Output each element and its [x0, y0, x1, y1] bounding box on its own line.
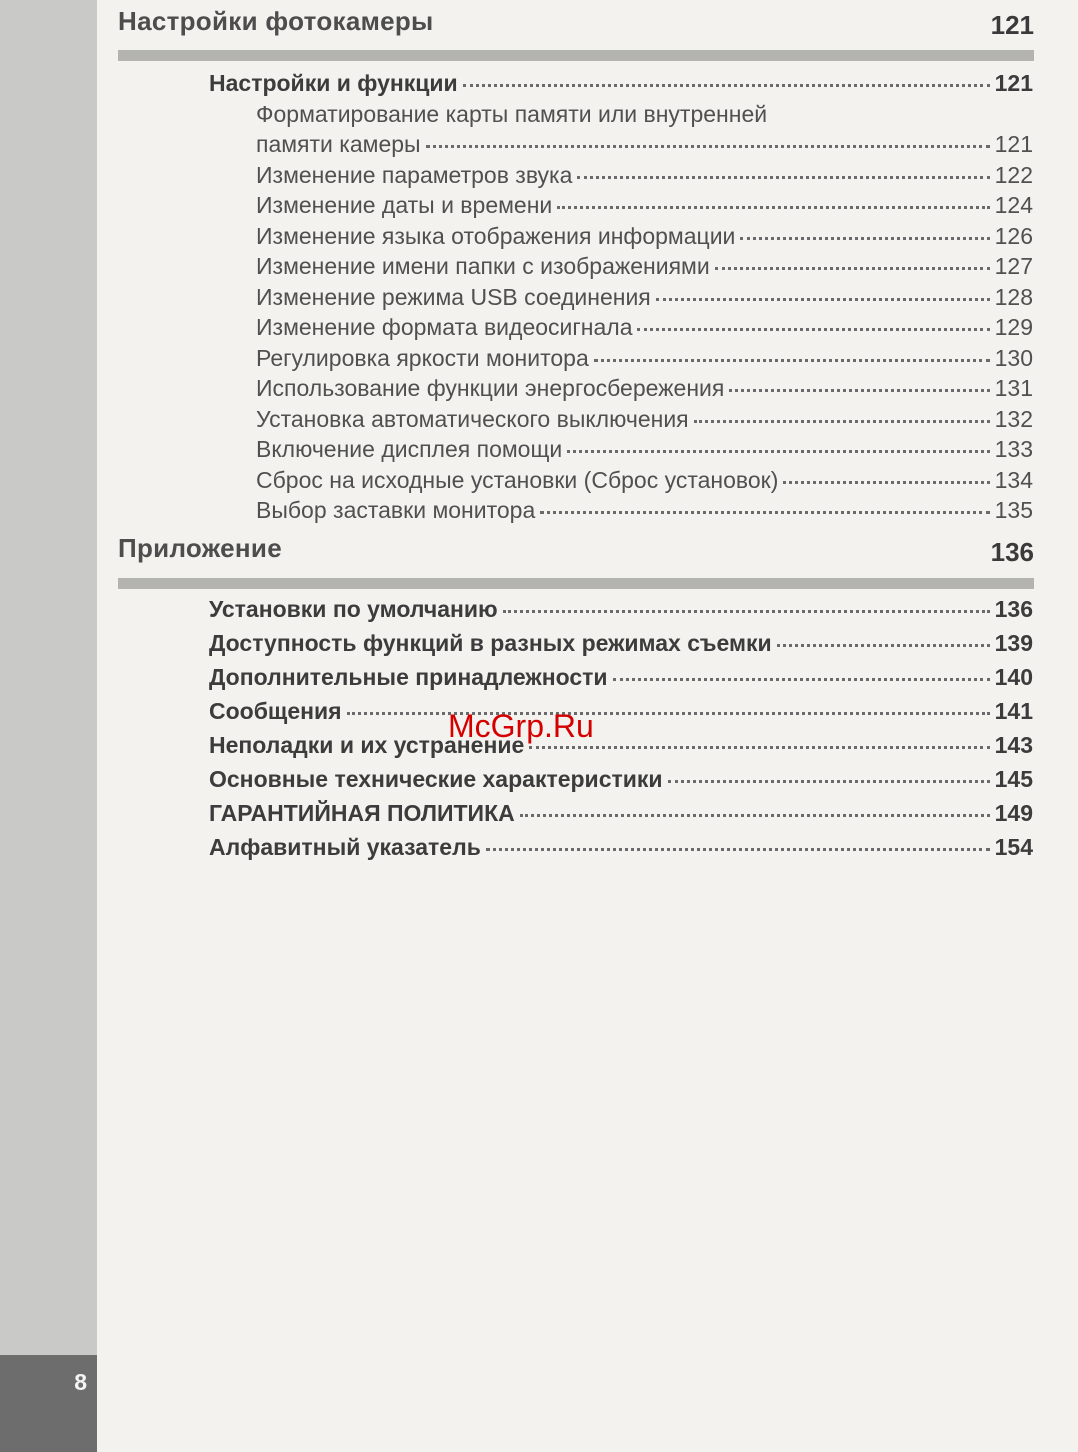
- toc-entry[interactable]: Доступность функций в разных режимах съемки 139: [209, 630, 1033, 656]
- toc-entry[interactable]: Настройки и функции 121: [209, 70, 1033, 96]
- toc-entry[interactable]: Основные технические характеристики 145: [209, 766, 1033, 792]
- toc-entry[interactable]: Изменение параметров звука 122: [256, 162, 1033, 188]
- leader-dots: [557, 206, 989, 209]
- toc-entry[interactable]: Изменение формата видеосигнала 129: [256, 314, 1033, 340]
- leader-dots: [426, 145, 990, 148]
- leader-dots: [740, 237, 989, 240]
- page-number-tab: [0, 1355, 97, 1452]
- toc-entry[interactable]: Сообщения 141: [209, 698, 1033, 724]
- leader-dots: [694, 420, 990, 423]
- section-title: Настройки фотокамеры: [118, 6, 434, 36]
- section-heading-appendix[interactable]: [118, 533, 1034, 569]
- section-page: 136: [990, 537, 1034, 567]
- leader-dots: [463, 84, 990, 87]
- leader-dots: [783, 481, 989, 484]
- toc-entry[interactable]: Дополнительные принадлежности 140: [209, 664, 1033, 690]
- section-page: 121: [990, 10, 1034, 40]
- section-title: Приложение: [118, 533, 282, 563]
- leader-dots: [777, 644, 990, 647]
- toc-entry-line1[interactable]: Форматирование карты памяти или внутренней: [256, 101, 768, 127]
- leader-dots: [520, 814, 990, 817]
- toc-entry[interactable]: Выбор заставки монитора 135: [256, 497, 1033, 523]
- leader-dots: [347, 712, 990, 715]
- toc-entry[interactable]: ГАРАНТИЙНАЯ ПОЛИТИКА 149: [209, 800, 1033, 826]
- page-number: 8: [74, 1369, 87, 1395]
- leader-dots: [577, 176, 989, 179]
- toc-entry[interactable]: Включение дисплея помощи 133: [256, 436, 1033, 462]
- left-margin-strip: [0, 0, 97, 1452]
- section-divider: [118, 578, 1034, 589]
- leader-dots: [668, 780, 990, 783]
- toc-entry[interactable]: Изменение языка отображения информации 126: [256, 223, 1033, 249]
- toc-entry[interactable]: Регулировка яркости монитора 130: [256, 345, 1033, 371]
- toc-entry[interactable]: Установки по умолчанию 136: [209, 596, 1033, 622]
- leader-dots: [637, 328, 989, 331]
- toc-entry[interactable]: Изменение даты и времени 124: [256, 192, 1033, 218]
- toc-entry[interactable]: Изменение имени папки с изображениями 127: [256, 253, 1033, 279]
- section-divider: [118, 50, 1034, 61]
- leader-dots: [715, 267, 990, 270]
- leader-dots: [540, 511, 989, 514]
- toc-entry[interactable]: Изменение режима USB соединения 128: [256, 284, 1033, 310]
- toc-entry[interactable]: Использование функции энергосбережения 131: [256, 375, 1033, 401]
- leader-dots: [486, 848, 990, 851]
- leader-dots: [567, 450, 989, 453]
- leader-dots: [613, 678, 990, 681]
- leader-dots: [656, 298, 990, 301]
- toc-entry[interactable]: Сброс на исходные установки (Сброс установок) 134: [256, 467, 1033, 493]
- leader-dots: [594, 359, 990, 362]
- toc-entry[interactable]: Алфавитный указатель 154: [209, 834, 1033, 860]
- toc-entry[interactable]: Неполадки и их устранение 143: [209, 732, 1033, 758]
- leader-dots: [529, 746, 989, 749]
- section-heading-camera-settings[interactable]: [118, 6, 1034, 42]
- leader-dots: [503, 610, 990, 613]
- leader-dots: [729, 389, 989, 392]
- toc-entry[interactable]: Установка автоматического выключения 132: [256, 406, 1033, 432]
- watermark: McGrp.Ru: [448, 708, 594, 744]
- toc-entry[interactable]: памяти камеры 121: [256, 131, 1033, 157]
